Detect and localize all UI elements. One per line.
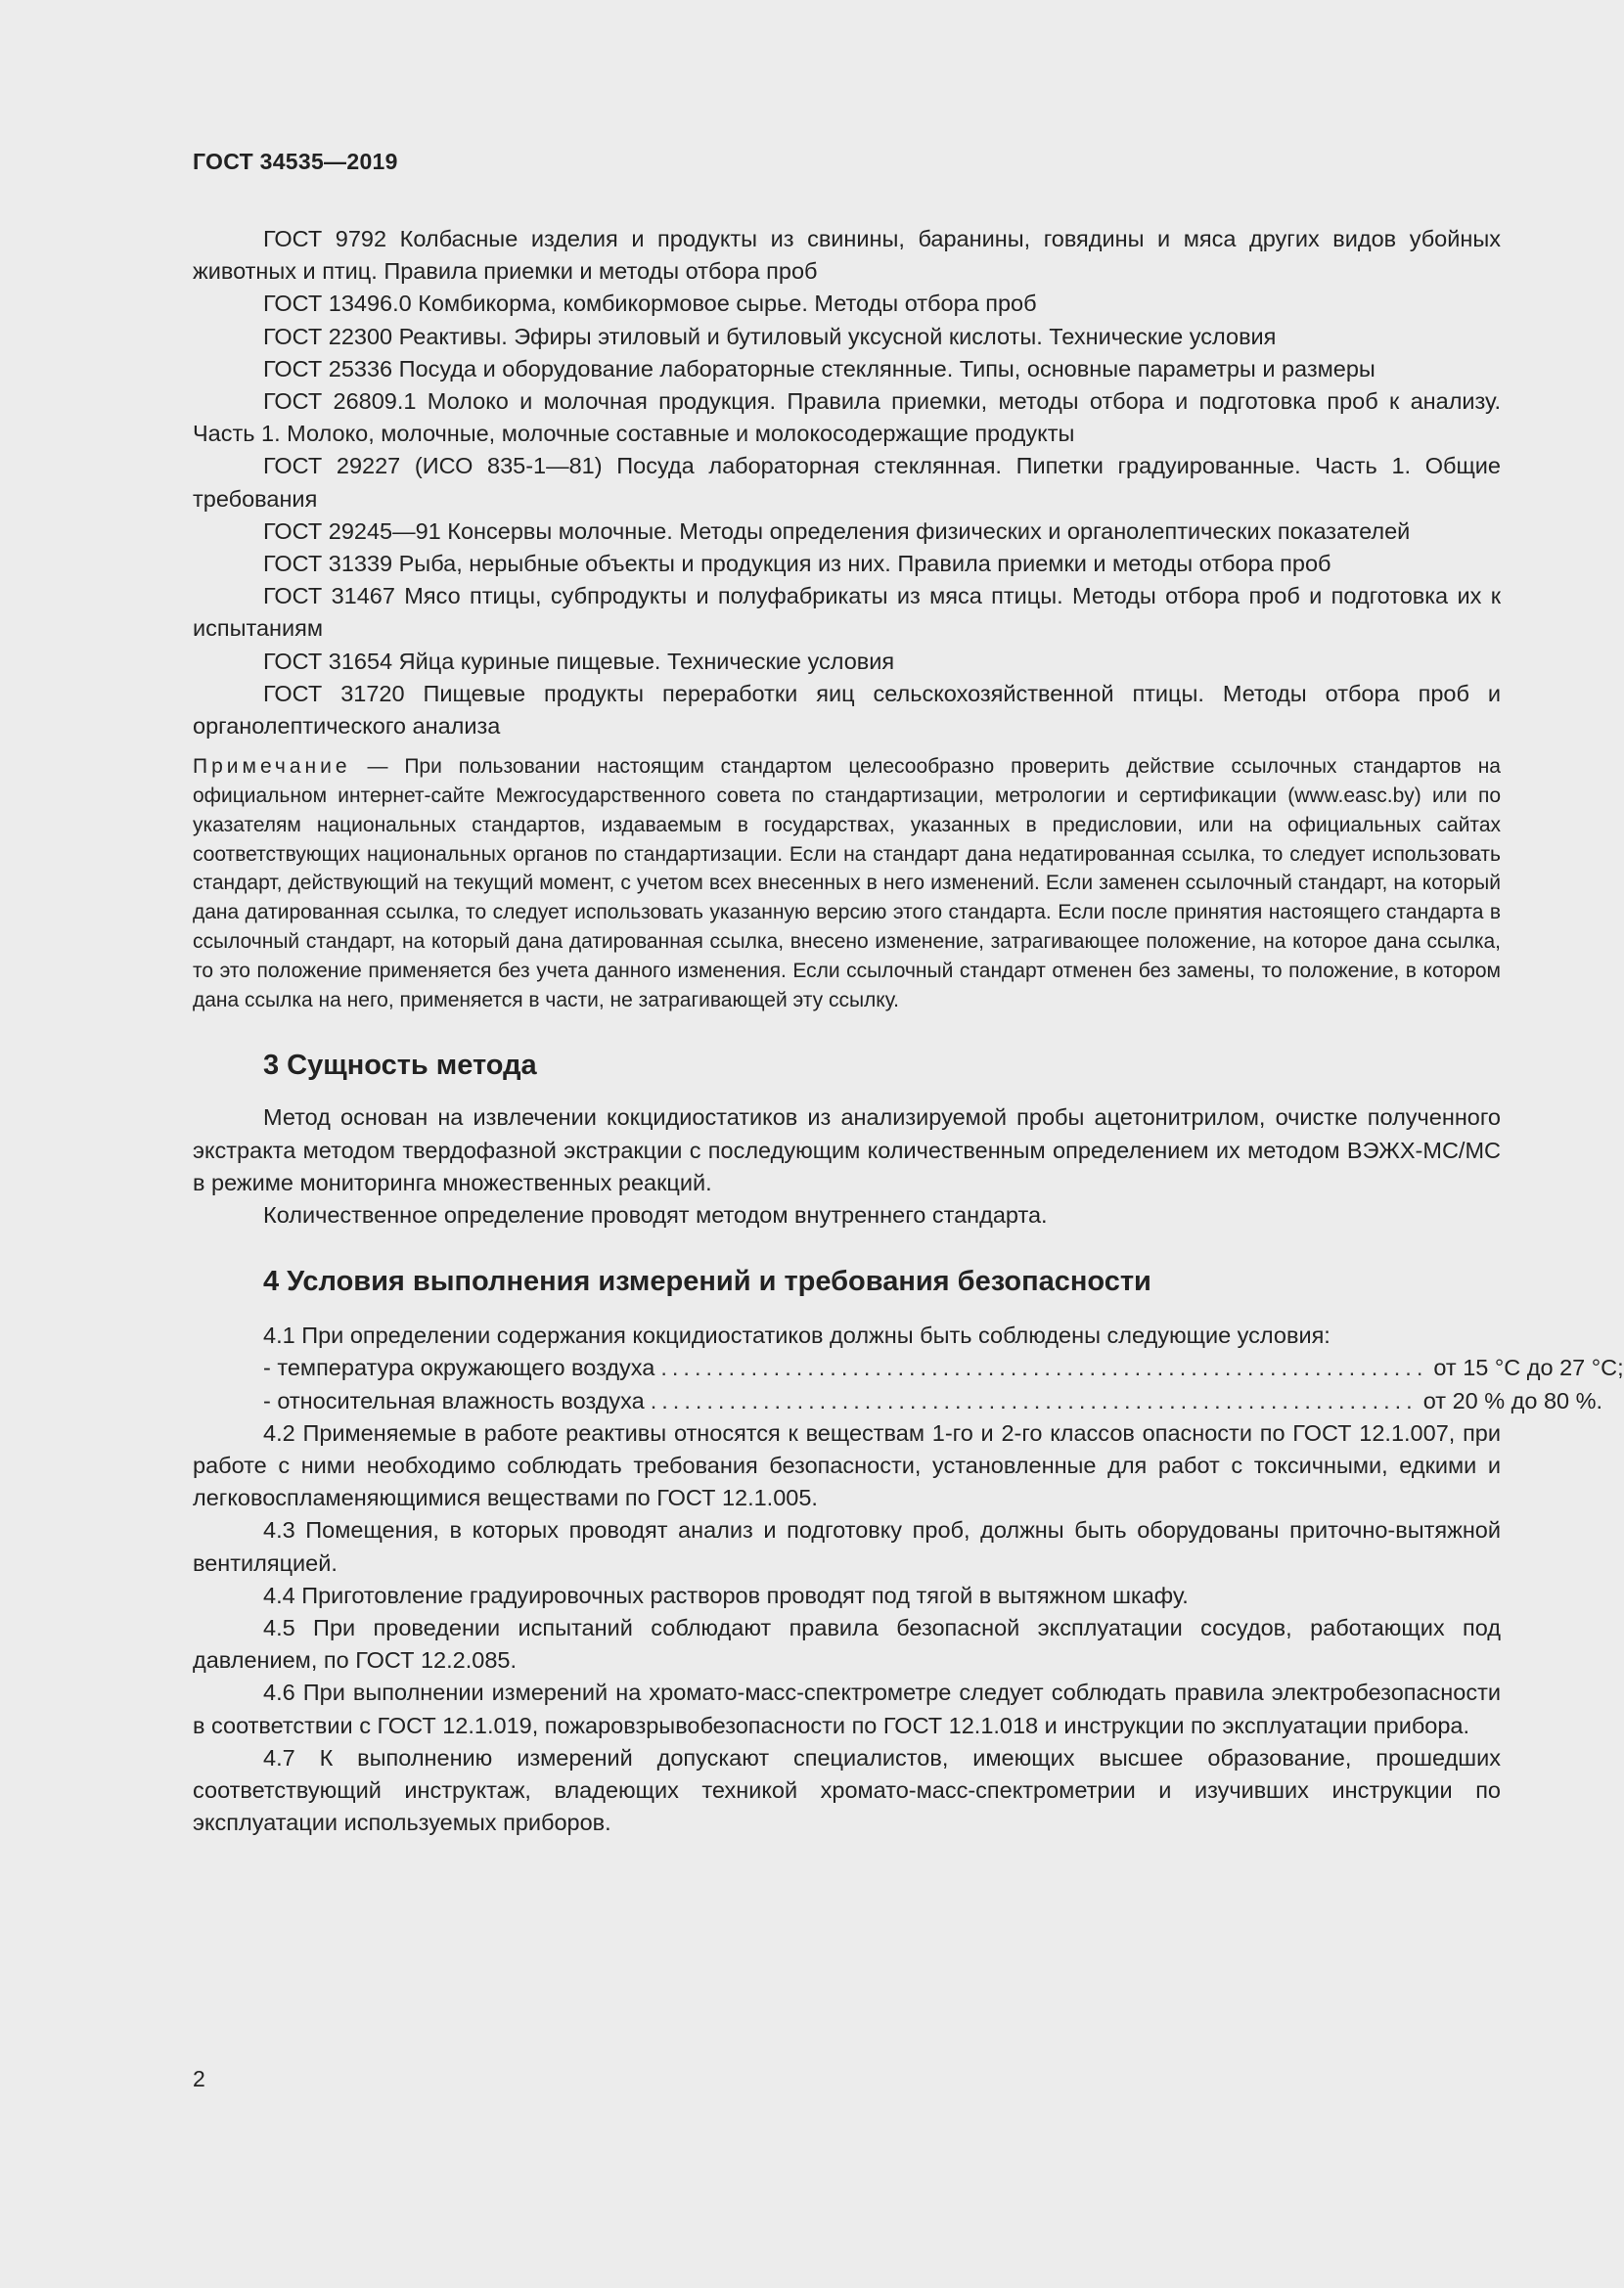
- condition-row: [193, 1352, 1624, 1384]
- clause-4-4: 4.4 Приготовление градуировочных растворов проводят под тягой в вытяжном шкафу.: [263, 1582, 1189, 1608]
- reference-item: ГОСТ 26809.1 Молоко и молочная продукция. Правила приемки, методы отбора и подготовка проб к анализу. Часть 1. Молоко, молочные, молочные составные и молокосодержащие продукты: [193, 388, 1501, 447]
- clause-4-7: 4.7 К выполнению измерений допускают специалистов, имеющих высшее образование, прошедших соответствующий инструктаж, владеющих техникой хромато-масс-спектрометрии и изучивших инструкции по эксплуатации используемых приборов.: [193, 1744, 1501, 1836]
- clause-4-1: 4.1 При определении содержания кокцидиостатиков должны быть соблюдены следующие условия:: [263, 1323, 1331, 1349]
- condition-row: [193, 1385, 1603, 1417]
- clause-4-5: 4.5 При проведении испытаний соблюдают правила безопасной эксплуатации сосудов, работающих под давлением, по ГОСТ 12.2.085.: [193, 1615, 1501, 1674]
- document-header: ГОСТ 34535—2019: [193, 149, 398, 174]
- clause-4-3: 4.3 Помещения, в которых проводят анализ и подготовку проб, должны быть оборудованы приточно-вытяжной вентиляцией.: [193, 1517, 1501, 1576]
- reference-item: ГОСТ 31339 Рыба, нерыбные объекты и продукция из них. Правила приемки и методы отбора проб: [263, 551, 1331, 577]
- condition-value: от 15 °С до 27 °С;: [1433, 1355, 1624, 1381]
- section-3-paragraph: Метод основан на извлечении кокцидиостатиков из анализируемой пробы ацетонитрилом, очистке полученного экстракта методом твердофазной экстракции с последующим количественным определением их методом ВЭЖХ-МС/МС в режиме мониторинга множественных реакций.: [193, 1104, 1501, 1195]
- section-4-heading: 4 Условия выполнения измерений и требования безопасности: [263, 1266, 1151, 1298]
- section-3-heading: 3 Сущность метода: [263, 1050, 537, 1082]
- reference-item: ГОСТ 9792 Колбасные изделия и продукты из свинины, баранины, говядины и мяса других видов убойных животных и птиц. Правила приемки и методы отбора проб: [193, 226, 1501, 285]
- leader-dots: ....................................................................: [650, 1387, 1418, 1413]
- reference-item: ГОСТ 22300 Реактивы. Эфиры этиловый и бутиловый уксусной кислоты. Технические условия: [263, 323, 1277, 349]
- reference-item: ГОСТ 29245—91 Консервы молочные. Методы определения физических и органолептических показателей: [263, 517, 1411, 544]
- note-text: — При пользовании настоящим стандартом целесообразно проверить действие ссылочных стандартов на официальном интернет-сайте Межгосударственного совета по стандартизации, метрологии и сертификации (www.easc.by) или по указателям национальных стандартов, издаваемым в государствах, указанных в предисловии, или на официальных сайтах соответствующих национальных органов по стандартизации. Если на стандарт дана недатированная ссылка, то следует использовать стандарт, действующий на текущий момент, с учетом всех внесенных в него изменений. Если заменен ссылочный стандарт, на который дана датированная ссылка, то следует использовать указанную версию этого стандарта. Если после принятия настоящего стандарта в ссылочный стандарт, на который дана датированная ссылка, внесено изменение, затрагивающее положение, на которое дана ссылка, то это положение применяется без учета данного изменения. Если ссылочный стандарт отменен без замены, то положение, в котором дана ссылка на него, применяется в части, не затрагивающей эту ссылку.: [193, 755, 1501, 1011]
- reference-item: ГОСТ 31654 Яйца куриные пищевые. Технические условия: [263, 648, 895, 674]
- clause-4-2: 4.2 Применяемые в работе реактивы относятся к веществам 1-го и 2-го классов опасности по ГОСТ 12.1.007, при работе с ними необходимо соблюдать требования безопасности, установленные для работ с токсичными, едкими и легковоспламеняющимися веществами по ГОСТ 12.1.005.: [193, 1419, 1501, 1511]
- clause-4-6: 4.6 При выполнении измерений на хромато-масс-спектрометре следует соблюдать правила электробезопасности в соответствии с ГОСТ 12.1.019, пожаровзрывобезопасности по ГОСТ 12.1.018 и инструкции по эксплуатации прибора.: [193, 1680, 1501, 1738]
- page-content: [193, 223, 1624, 1839]
- condition-value: от 20 % до 80 %.: [1422, 1387, 1603, 1413]
- reference-item: ГОСТ 31720 Пищевые продукты переработки яиц сельскохозяйственной птицы. Методы отбора проб и органолептического анализа: [193, 680, 1501, 740]
- section-3-paragraph: Количественное определение проводят методом внутреннего стандарта.: [263, 1202, 1048, 1229]
- condition-name: - температура окружающего воздуха: [263, 1355, 655, 1381]
- references-list: [193, 223, 1501, 742]
- page-number: 2: [193, 2066, 205, 2091]
- note-label: Примечание: [193, 755, 351, 779]
- condition-name: - относительная влажность воздуха: [263, 1387, 645, 1413]
- reference-item: ГОСТ 25336 Посуда и оборудование лабораторные стеклянные. Типы, основные параметры и размеры: [263, 355, 1376, 381]
- reference-item: ГОСТ 29227 (ИСО 835-1—81) Посуда лабораторная стеклянная. Пипетки градуированные. Часть 1. Общие требования: [193, 453, 1501, 512]
- note-block: [193, 752, 1501, 1014]
- reference-item: ГОСТ 31467 Мясо птицы, субпродукты и полуфабрикаты из мяса птицы. Методы отбора проб и подготовка их к испытаниям: [193, 583, 1501, 642]
- reference-item: ГОСТ 13496.0 Комбикорма, комбикормовое сырье. Методы отбора проб: [263, 291, 1037, 317]
- leader-dots: ....................................................................: [660, 1355, 1428, 1381]
